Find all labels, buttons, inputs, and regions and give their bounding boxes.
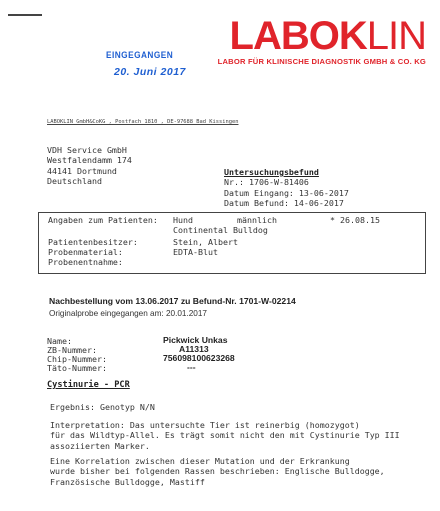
report-date-received: Datum Eingang: 13-06-2017 — [224, 187, 349, 198]
logo-part1: LABOK — [229, 14, 367, 58]
interpretation-line: assoziierten Marker. — [50, 440, 150, 451]
chip-number: 756098100623268 — [163, 353, 235, 363]
patient-label: Angaben zum Patienten: — [48, 215, 158, 225]
original-sample-line: Originalprobe eingegangen am: 20.01.2017 — [49, 309, 207, 318]
recipient-address — [47, 145, 132, 187]
recipient-line: 44141 Dortmund — [47, 165, 117, 176]
received-stamp-label: EINGEGANGEN — [106, 50, 174, 60]
result-line: Ergebnis: Genotyp N/N — [50, 402, 155, 412]
sender-line: LABOKLIN GmbH&CoKG , Postfach 1810 , DE-97688 Bad Kissingen — [47, 119, 239, 125]
patient-sex: männlich — [237, 215, 277, 225]
sampler-label: Probenentnahme: — [48, 257, 123, 267]
interpretation-block — [50, 420, 400, 451]
received-stamp-date: 20. Juni 2017 — [114, 66, 186, 78]
material-value: EDTA-Blut — [173, 247, 218, 257]
correlation-block — [50, 456, 385, 487]
material-label: Probenmaterial: — [48, 247, 123, 257]
recipient-line: Westfalendamm 174 — [47, 155, 132, 166]
report-info — [224, 167, 349, 209]
dog-name: Pickwick Unkas — [163, 335, 228, 345]
correlation-line: Französische Bulldogge, Mastiff — [50, 476, 205, 487]
reorder-line: Nachbestellung vom 13.06.2017 zu Befund-Nr. 1701-W-02214 — [49, 296, 296, 306]
correlation-line: wurde bisher bei folgenden Rassen beschrieben: Englische Bulldogge, — [50, 466, 385, 477]
interpretation-line: Interpretation: Das untersuchte Tier ist reinerbig (homozygot) — [50, 420, 360, 430]
owner-name: Stein, Albert — [173, 237, 238, 247]
logo-part2: LIN — [366, 14, 426, 58]
zb-number: A11313 — [179, 344, 209, 354]
corner-mark — [8, 14, 42, 16]
patient-breed: Continental Bulldog — [173, 225, 268, 235]
recipient-line: VDH Service GmbH — [47, 145, 127, 155]
dog-details — [47, 336, 387, 378]
tattoo-number: --- — [187, 362, 196, 372]
patient-birthdate: * 26.08.15 — [330, 215, 380, 225]
owner-label: Patientenbesitzer: — [48, 237, 138, 247]
report-date-issued: Datum Befund: 14-06-2017 — [224, 198, 344, 209]
patient-box — [38, 212, 426, 274]
section-title: Cystinurie - PCR — [47, 380, 130, 390]
logo-subtitle: LABOR FÜR KLINISCHE DIAGNOSTIK GMBH & CO. KG — [217, 57, 426, 66]
chip-label: Chip-Nummer: — [47, 354, 107, 364]
report-number: Nr.: 1706-W-81406 — [224, 177, 309, 188]
interpretation-line: für das Wildtyp-Allel. Es trägt somit nicht den mit Cystinurie Typ III — [50, 430, 400, 441]
report-title: Untersuchungsbefund — [224, 167, 319, 177]
patient-species: Hund — [173, 215, 193, 225]
recipient-line: Deutschland — [47, 176, 102, 187]
correlation-line: Eine Korrelation zwischen dieser Mutation und der Erkrankung — [50, 456, 350, 466]
zb-label: ZB-Nummer: — [47, 345, 97, 355]
tattoo-label: Täto-Nummer: — [47, 363, 107, 373]
name-label: Name: — [47, 336, 72, 346]
laboklin-logo — [230, 16, 426, 56]
